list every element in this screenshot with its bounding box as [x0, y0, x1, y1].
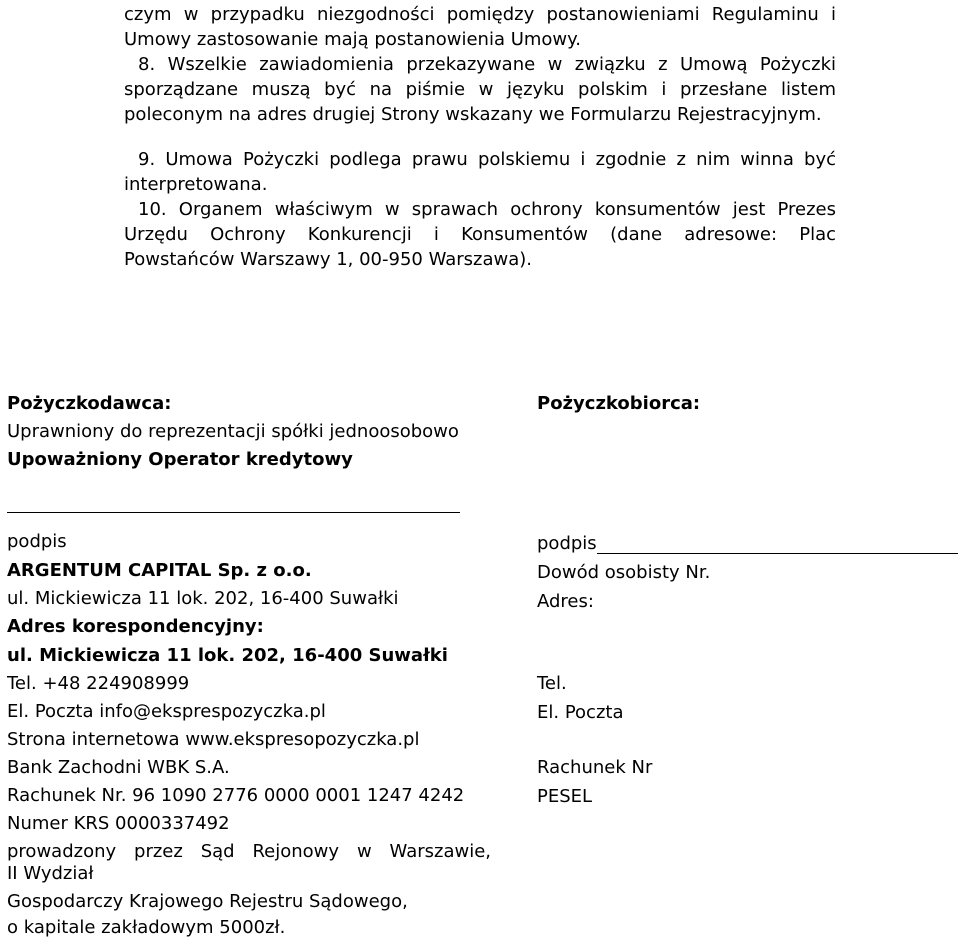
- lender-krs: Numer KRS 0000337492: [7, 813, 230, 834]
- borrower-email: El. Poczta: [537, 702, 624, 723]
- borrower-account: Rachunek Nr: [537, 757, 653, 778]
- borrower-signature-label: podpis: [537, 533, 597, 554]
- lender-heading: Pożyczkodawca:: [7, 393, 172, 414]
- borrower-id-card: Dowód osobisty Nr.: [537, 562, 711, 583]
- lender-capital: o kapitale zakładowym 5000zł.: [7, 917, 286, 938]
- lender-company-name: ARGENTUM CAPITAL Sp. z o.o.: [7, 560, 312, 581]
- lender-email: El. Poczta info@eksprespozyczka.pl: [7, 701, 326, 722]
- terms-paragraph-top: czym w przypadku niezgodności pomiędzy postanowieniami Regulaminu i Umowy zastosowanie mają postanowienia Umowy.: [124, 4, 836, 50]
- lender-court-line1: prowadzony przez Sąd Rejonowy w Warszawie,: [7, 841, 491, 862]
- lender-court-line3: Gospodarczy Krajowego Rejestru Sądowego,: [7, 891, 408, 912]
- lender-website: Strona internetowa www.ekspresopozyczka.pl: [7, 729, 420, 750]
- lender-bank: Bank Zachodni WBK S.A.: [7, 757, 230, 778]
- lender-correspondence-address: ul. Mickiewicza 11 lok. 202, 16-400 Suwałki: [7, 645, 448, 666]
- terms-paragraph-8: 8. Wszelkie zawiadomienia przekazywane w związku z Umową Pożyczki sporządzane muszą być na piśmie w języku polskim i przesłane listem poleconym na adres drugiej Strony wskazany we Formularzu Rejestracyjnym.: [124, 54, 836, 125]
- borrower-phone: Tel.: [537, 673, 567, 694]
- terms-paragraph-9: 9. Umowa Pożyczki podlega prawu polskiemu i zgodnie z nim winna być interpretowana.: [124, 149, 836, 195]
- lender-authorization: Uprawniony do reprezentacji spółki jednoosobowo: [7, 421, 459, 442]
- lender-signature-line: [7, 512, 460, 513]
- borrower-address: Adres:: [537, 591, 594, 612]
- lender-account: Rachunek Nr. 96 1090 2776 0000 0001 1247 4242: [7, 785, 465, 806]
- borrower-signature-line: [597, 553, 958, 554]
- lender-correspondence-heading: Adres korespondencyjny:: [7, 616, 264, 637]
- lender-operator: Upoważniony Operator kredytowy: [7, 449, 353, 470]
- lender-phone: Tel. +48 224908999: [7, 673, 190, 694]
- borrower-pesel: PESEL: [537, 786, 593, 807]
- lender-address: ul. Mickiewicza 11 lok. 202, 16-400 Suwałki: [7, 588, 399, 609]
- borrower-heading: Pożyczkobiorca:: [537, 393, 701, 414]
- lender-court-line2: II Wydział: [7, 863, 94, 884]
- terms-paragraph-10: 10. Organem właściwym w sprawach ochrony konsumentów jest Prezes Urzędu Ochrony Konkurencji i Konsumentów (dane adresowe: Plac Powstańców Warszawy 1, 00-950 Warszawa).: [124, 199, 836, 270]
- lender-signature-label: podpis: [7, 531, 67, 552]
